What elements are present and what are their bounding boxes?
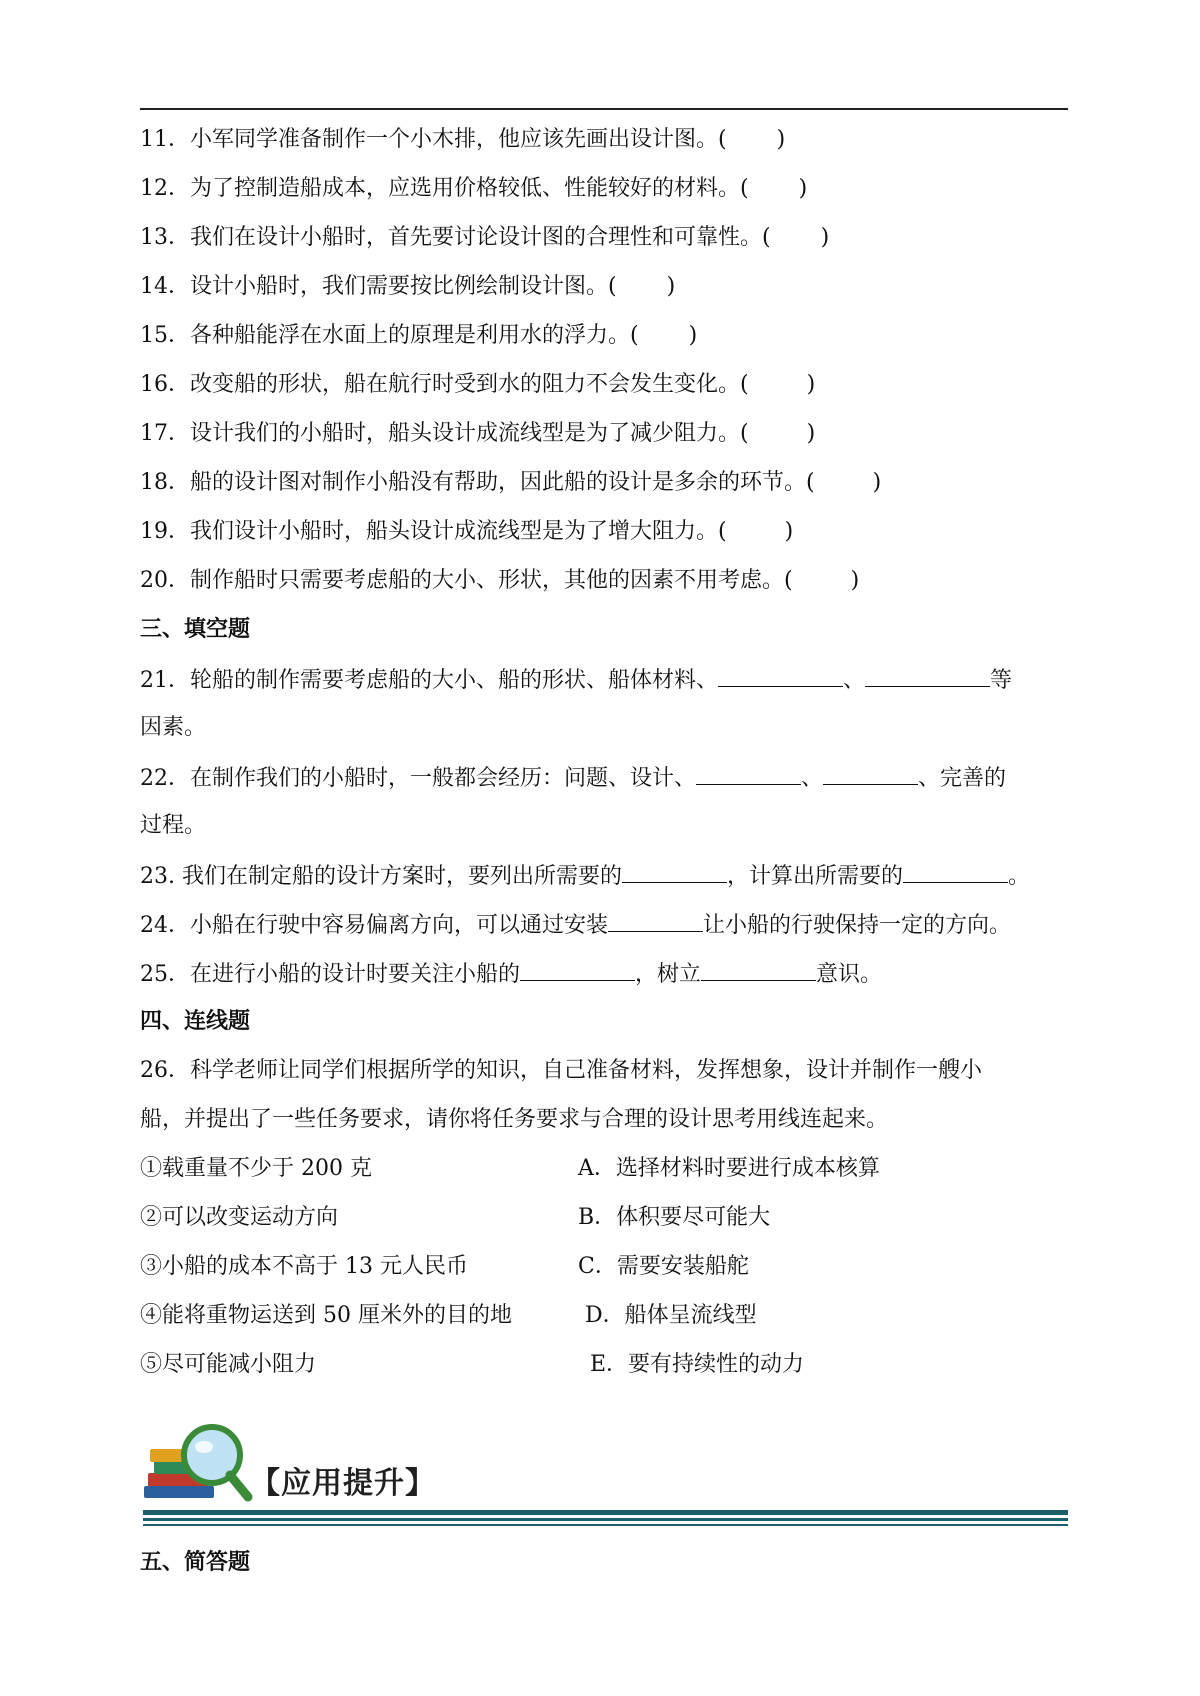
question-22 (140, 762, 1006, 794)
question-text-end: 等 (990, 668, 1013, 693)
match-right-item[interactable]: B．体积要尽可能大 (578, 1205, 771, 1230)
question-text: 为了控制造船成本，应选用价格较低、性能较好的材料。( (190, 176, 749, 201)
answer-paren: ) (820, 225, 830, 250)
question-26-line1: 26．科学老师让同学们根据所学的知识，自己准备材料，发挥想象，设计并制作一艘小 (140, 1058, 982, 1083)
question-20 (140, 566, 859, 596)
separator: 、 (843, 668, 866, 693)
question-text: 设计我们的小船时，船头设计成流线型是为了减少阻力。( (190, 421, 749, 446)
question-text: 各种船能浮在水面上的原理是利用水的浮力。( (190, 323, 639, 348)
answer-blank[interactable] (608, 909, 703, 932)
question-number: 18． (140, 470, 190, 495)
question-text-end: 让小船的行驶保持一定的方向。 (703, 913, 1012, 938)
match-right-item[interactable]: D．船体呈流线型 (585, 1303, 757, 1328)
answer-blank[interactable] (903, 860, 1008, 883)
banner-rule (143, 1510, 1068, 1515)
question-text-mid: ，树立 (635, 962, 702, 987)
question-text: 制作船时只需要考虑船的大小、形状，其他的因素不用考虑。( (190, 568, 793, 593)
question-26-line2: 船，并提出了一些任务要求，请你将任务要求与合理的设计思考用线连起来。 (140, 1107, 889, 1132)
answer-blank[interactable] (865, 664, 990, 687)
question-number: 19． (140, 519, 190, 544)
answer-paren: ) (850, 568, 860, 593)
question-12 (140, 174, 807, 204)
question-text-end: 意识。 (816, 962, 883, 987)
question-number: 16． (140, 372, 190, 397)
question-number: 20． (140, 568, 190, 593)
question-text: 小军同学准备制作一个小木排，他应该先画出设计图。( (190, 127, 727, 152)
magnifier-books-icon (140, 1415, 255, 1510)
answer-paren: ) (798, 176, 808, 201)
match-left-item[interactable]: ④能将重物运送到 50 厘米外的目的地 (140, 1303, 512, 1328)
banner-rule (143, 1524, 1068, 1526)
question-number: 11． (140, 127, 190, 152)
question-text: 22．在制作我们的小船时，一般都会经历：问题、设计、 (140, 766, 696, 791)
answer-paren: ) (872, 470, 882, 495)
question-14 (140, 272, 675, 302)
answer-paren: ) (666, 274, 676, 299)
header-rule (140, 108, 1068, 110)
question-21 (140, 664, 1012, 696)
answer-blank[interactable] (696, 762, 801, 785)
section-title-matching: 四、连线题 (140, 1009, 251, 1034)
question-21-cont: 因素。 (140, 715, 207, 740)
question-18 (140, 468, 881, 498)
question-text-end: 、完善的 (918, 766, 1007, 791)
question-text: 设计小船时，我们需要按比例绘制设计图。( (190, 274, 617, 299)
question-text: 21．轮船的制作需要考虑船的大小、船的形状、船体材料、 (140, 668, 718, 693)
answer-paren: ) (776, 127, 786, 152)
banner-title: 【应用提升】 (250, 1466, 436, 1501)
question-25 (140, 958, 882, 990)
question-22-cont: 过程。 (140, 813, 207, 838)
answer-blank[interactable] (622, 860, 727, 883)
section-title-short-answer: 五、简答题 (140, 1550, 251, 1575)
match-right-item[interactable]: C．需要安装船舵 (578, 1254, 749, 1279)
question-17 (140, 419, 815, 449)
question-text: 我们设计小船时，船头设计成流线型是为了增大阻力。( (190, 519, 727, 544)
banner-rule (143, 1518, 1068, 1521)
question-23 (140, 860, 1030, 892)
question-text: 改变船的形状，船在航行时受到水的阻力不会发生变化。( (190, 372, 749, 397)
match-left-item[interactable]: ⑤尽可能减小阻力 (140, 1352, 317, 1377)
section-title-fill-blank: 三、填空题 (140, 617, 251, 642)
question-number: 13． (140, 225, 190, 250)
match-left-item[interactable]: ②可以改变运动方向 (140, 1205, 339, 1230)
question-text: 23. 我们在制定船的设计方案时，要列出所需要的 (140, 864, 622, 889)
question-13 (140, 223, 829, 253)
question-text: 24．小船在行驶中容易偏离方向，可以通过安装 (140, 913, 608, 938)
answer-paren: ) (806, 372, 816, 397)
answer-paren: ) (688, 323, 698, 348)
match-right-item[interactable]: E．要有持续性的动力 (590, 1352, 805, 1377)
question-19 (140, 517, 793, 547)
answer-paren: ) (806, 421, 816, 446)
question-11 (140, 125, 785, 155)
question-number: 17． (140, 421, 190, 446)
question-number: 14． (140, 274, 190, 299)
match-right-item[interactable]: A．选择材料时要进行成本核算 (578, 1156, 880, 1181)
answer-blank[interactable] (520, 958, 635, 981)
question-24 (140, 909, 1011, 941)
question-number: 15． (140, 323, 190, 348)
question-15 (140, 321, 697, 351)
match-left-item[interactable]: ③小船的成本不高于 13 元人民币 (140, 1254, 468, 1279)
question-text: 我们在设计小船时，首先要讨论设计图的合理性和可靠性。( (190, 225, 771, 250)
separator: 、 (801, 766, 824, 791)
match-left-item[interactable]: ①载重量不少于 200 克 (140, 1156, 372, 1181)
question-text-mid: ，计算出所需要的 (726, 864, 903, 889)
answer-blank[interactable] (701, 958, 816, 981)
question-16 (140, 370, 815, 400)
question-number: 12． (140, 176, 190, 201)
question-text: 25．在进行小船的设计时要关注小船的 (140, 962, 520, 987)
answer-paren: ) (784, 519, 794, 544)
answer-blank[interactable] (718, 664, 843, 687)
question-text-end: 。 (1008, 864, 1031, 889)
question-text: 船的设计图对制作小船没有帮助，因此船的设计是多余的环节。( (190, 470, 815, 495)
answer-blank[interactable] (823, 762, 918, 785)
